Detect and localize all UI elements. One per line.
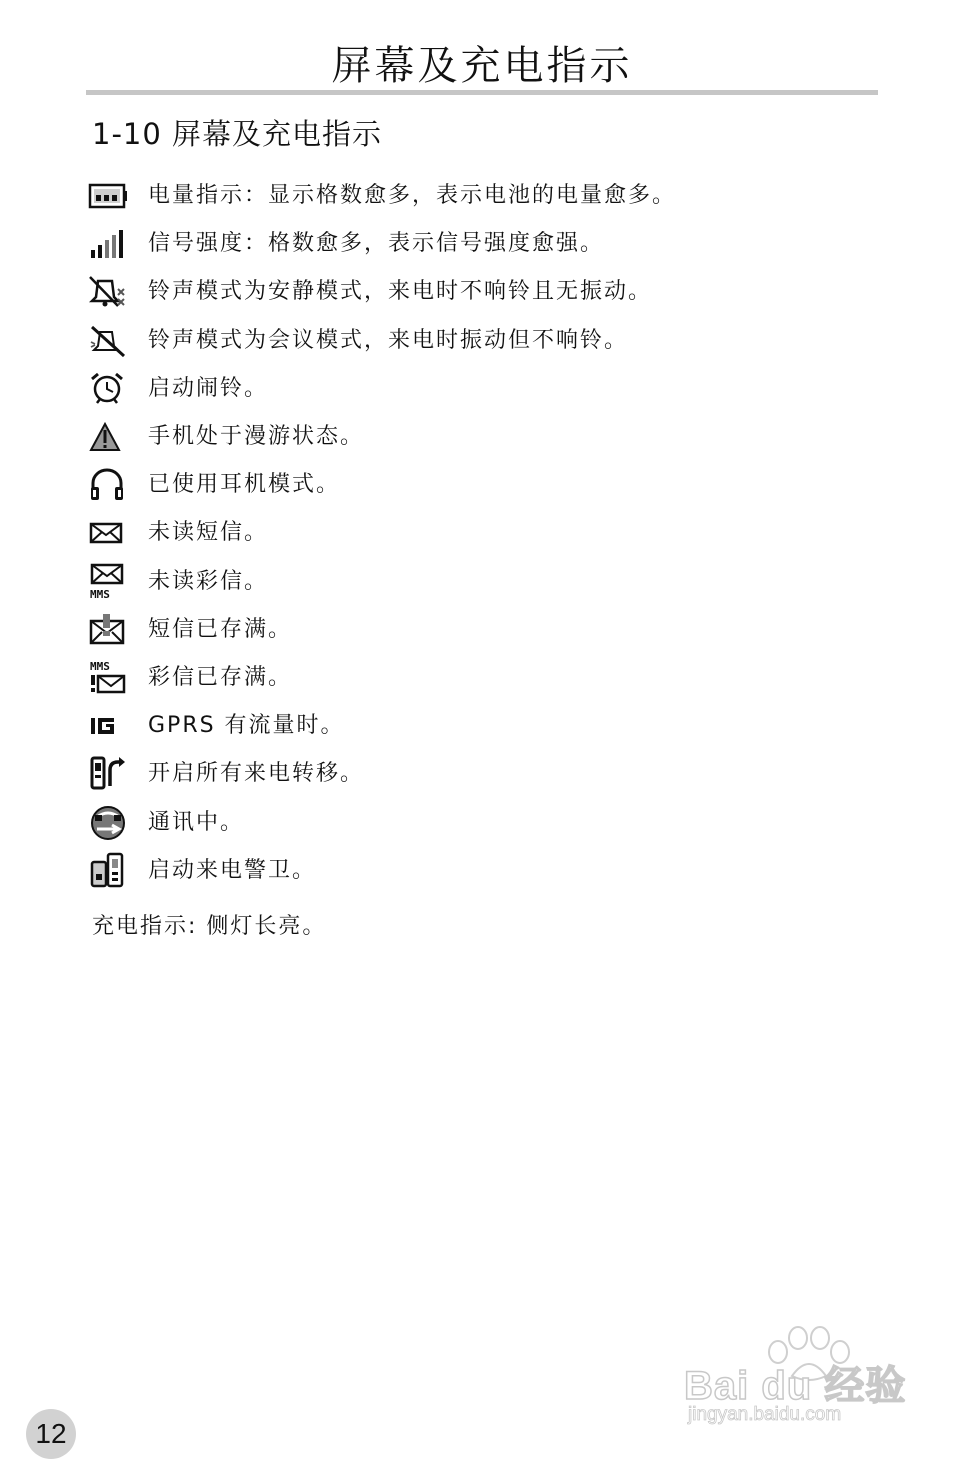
meeting-mode-icon: [88, 321, 130, 361]
list-item-text: 启动闹铃。: [148, 375, 269, 401]
sms-full-icon: [88, 610, 130, 650]
signal-strength-icon: [88, 224, 130, 264]
battery-icon: [88, 176, 130, 216]
list-item-text: 未读彩信。: [148, 568, 269, 594]
list-item: [88, 220, 888, 268]
list-item-text: 短信已存满。: [148, 616, 293, 642]
list-item: [88, 461, 888, 509]
list-item: [88, 606, 888, 654]
list-item-text: GPRS 有流量时。: [148, 713, 345, 739]
unread-sms-icon: [88, 513, 130, 553]
watermark-brand: Bai du 经验: [684, 1364, 907, 1408]
list-item: [88, 413, 888, 461]
alarm-clock-icon: [88, 369, 130, 409]
list-item-text: 铃声模式为会议模式，来电时振动但不响铃。: [148, 327, 629, 353]
list-item-text: 开启所有来电转移。: [148, 761, 365, 787]
page-number: 12: [26, 1409, 76, 1459]
list-item: [88, 798, 888, 846]
roaming-icon: [88, 417, 130, 457]
list-item-text: 通讯中。: [148, 809, 245, 835]
list-item: [88, 365, 888, 413]
watermark-url: jingyan.baidu.com: [688, 1404, 842, 1425]
mms-full-icon: [88, 658, 130, 698]
list-item: [88, 509, 888, 557]
silent-mode-icon: [88, 272, 130, 312]
unread-mms-icon: [88, 562, 130, 602]
svg-text:MMS: MMS: [90, 587, 110, 601]
list-item-text: 铃声模式为安静模式，来电时不响铃且无振动。: [148, 279, 653, 305]
list-item-text: 信号强度：格数愈多，表示信号强度愈强。: [148, 231, 605, 257]
call-guard-icon: [88, 851, 130, 891]
page-title: 屏幕及充电指示: [331, 43, 633, 89]
list-item: [88, 317, 888, 365]
list-item-text: 未读短信。: [148, 520, 269, 546]
charging-indicator-note: 充电指示: 侧灯长亮。: [92, 914, 327, 939]
gprs-icon: [88, 706, 130, 746]
svg-text:MMS: MMS: [90, 659, 110, 673]
headset-icon: [88, 465, 130, 505]
list-item: [88, 750, 888, 798]
list-item-text: 手机处于漫游状态。: [148, 424, 365, 450]
in-call-icon: [88, 803, 130, 843]
section-title: 1-10 屏幕及充电指示: [92, 117, 383, 151]
list-item: [88, 268, 888, 316]
list-item: [88, 702, 888, 750]
header-divider: [86, 90, 878, 95]
call-forwarding-icon: [88, 754, 130, 794]
list-item-text: 启动来电警卫。: [148, 857, 317, 883]
list-item-text: 彩信已存满。: [148, 664, 293, 690]
list-item: [88, 558, 888, 606]
list-item-text: 电量指示：显示格数愈多，表示电池的电量愈多。: [148, 183, 677, 209]
list-item: [88, 172, 888, 220]
watermark: [682, 1324, 912, 1434]
list-item-text: 已使用耳机模式。: [148, 472, 341, 498]
indicator-list: [88, 172, 888, 895]
list-item: [88, 654, 888, 702]
list-item: [88, 847, 888, 895]
